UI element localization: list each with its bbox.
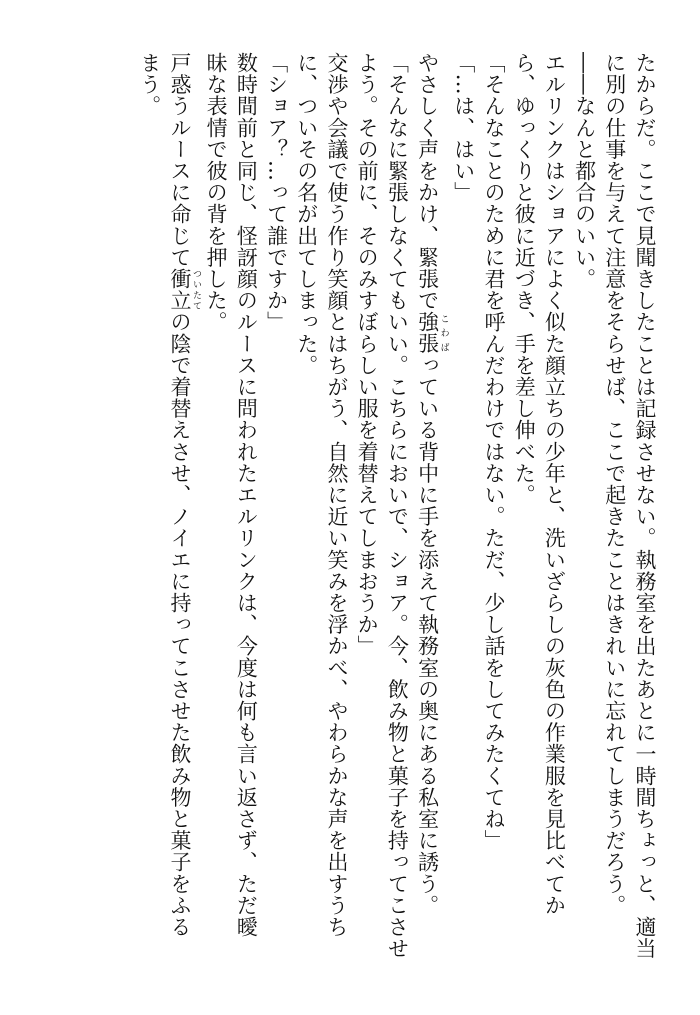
text-line: 数時間前と同じ、怪訝顔のルースに問われたエルリンクは、今度は何も言い返さず、ただ曖 — [234, 52, 259, 938]
text-segment: やさしく声をかけ、緊張で — [415, 52, 440, 312]
ruby-reading: こわば — [438, 311, 449, 355]
text-line: ら、ゆっくりと彼に近づき、手を差し伸べた。 — [512, 52, 537, 506]
text-line: たからだ。ここで見聞きしたことは記録させない。執務室を出たあとに一時間ちょっと、適当 — [633, 52, 657, 960]
text-segment: の陰で着替えさせ、ノイエに持ってこさせた飲み物と菓子をふる — [167, 311, 192, 938]
ruby-base: 衝立 — [167, 268, 192, 312]
text-line: 「…は、はい」 — [451, 52, 476, 204]
ruby-reading: ついたて — [190, 268, 201, 312]
text-segment: 戸惑うルースに命じて — [167, 52, 192, 268]
text-line: よう。その前に、そのみすぼらしい服を着替えてしまおうか」 — [355, 52, 380, 657]
text-line: まう。 — [137, 52, 162, 117]
text-line: に、ついその名が出てしまった。 — [294, 52, 319, 376]
text-line: に別の仕事を与えて注意をそらせば、ここで起きたことはきれいに忘れてしまうだろう。 — [602, 52, 627, 916]
text-line: 昧な表情で彼の背を押した。 — [204, 52, 229, 333]
text-line — [412, 52, 448, 982]
text-line: 「そんなことのために君を呼んだわけではない。ただ、少し話をしてみたくてね」 — [481, 52, 506, 852]
ruby-annotated-word — [167, 268, 201, 312]
vertical-text-body — [35, 52, 660, 982]
text-line: ――なんと都合のいい。 — [572, 52, 597, 290]
text-line: エルリンクはショアによく似た顔立ちの少年と、洗いざらしの灰色の作業服を見比べてか — [542, 52, 567, 916]
text-line: 「ショア？…って誰ですか」 — [264, 52, 289, 333]
ruby-annotated-word — [415, 311, 449, 355]
text-line — [165, 52, 201, 982]
text-segment: っている背中に手を添えて執務室の奥にある私室に誘う。 — [415, 354, 440, 917]
text-line: 交渉や会議で使う作り笑顔とはちがう、自然に近い笑みを浮かべ、やわらかな声を出すうち — [324, 52, 349, 938]
text-line: 「そんなに緊張しなくてもいい。こちらにおいで、ショア。今、飲み物と菓子を持ってこさせ — [385, 52, 410, 960]
ruby-base: 強張 — [415, 311, 440, 355]
